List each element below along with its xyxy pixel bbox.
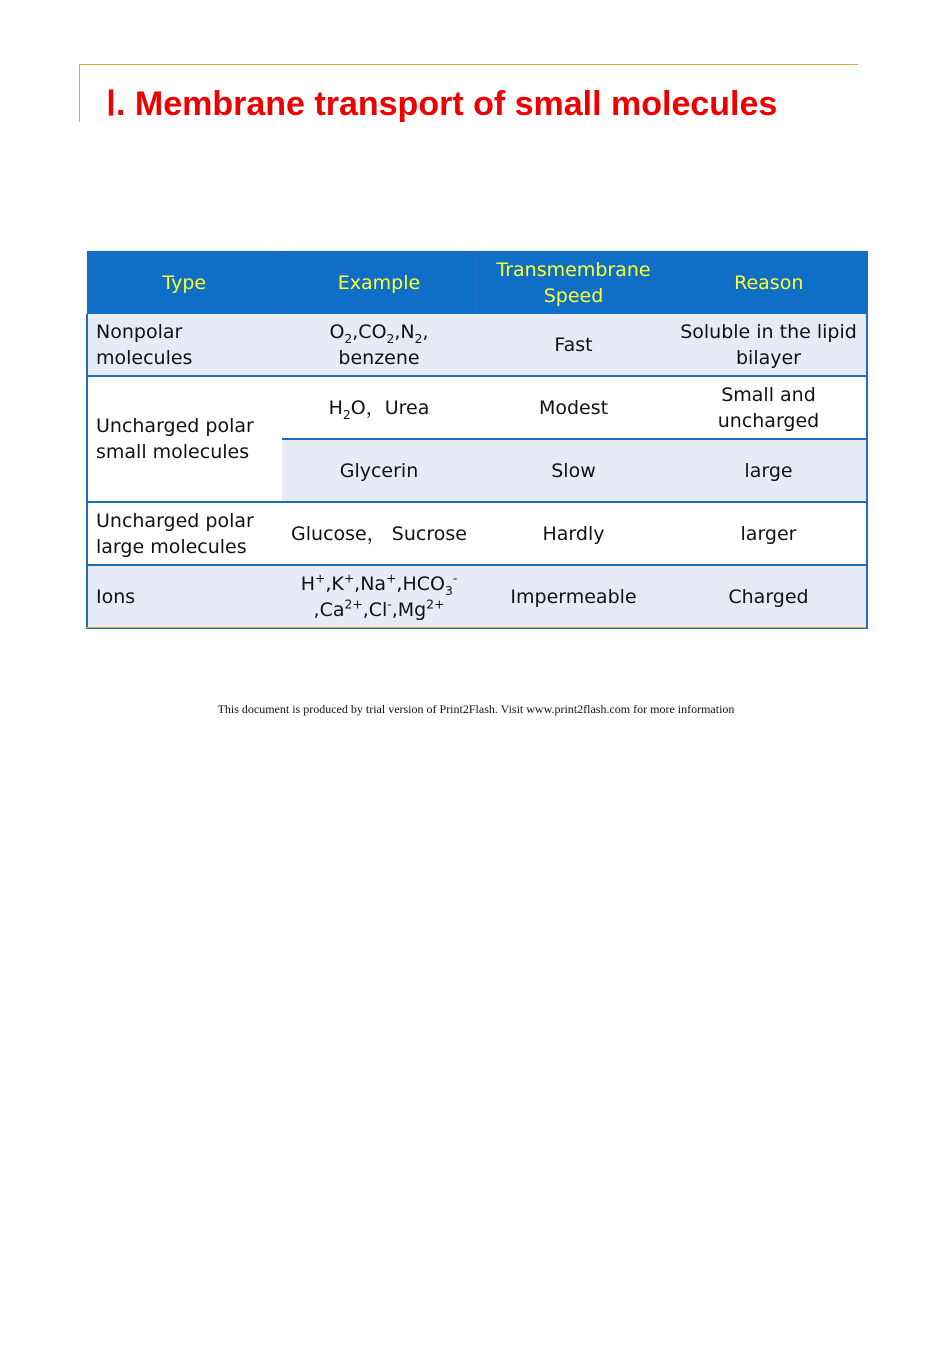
cell-example: Glycerin xyxy=(282,439,476,502)
cell-example: $O_2,CO_2,N_2$, benzene xyxy=(282,314,476,376)
cell-type: Uncharged polar small molecules xyxy=(87,376,282,502)
cell-example: $H^+,K^+,Na^+,HCO_3^-$ $,Ca^{2+},Cl^-,Mg^{2+}$ xyxy=(282,565,476,628)
cell-type: Nonpolar molecules xyxy=(87,314,282,376)
trial-notice: This document is produced by trial version of Print2Flash. Visit www.print2flash.com for more information xyxy=(217,702,735,716)
cell-example: $H_2O$，Urea xyxy=(282,376,476,439)
header-example: Example xyxy=(282,251,476,314)
cell-example: Glucose， Sucrose xyxy=(282,502,476,565)
header-reason: Reason xyxy=(671,251,867,314)
table-row xyxy=(87,376,867,439)
table-header-row xyxy=(87,251,867,314)
cell-reason: Charged xyxy=(671,565,867,628)
cell-speed: Impermeable xyxy=(476,565,671,628)
cell-type: Ions xyxy=(87,565,282,628)
footer-line xyxy=(86,627,866,628)
frame-top-line xyxy=(79,64,858,65)
cell-type: Uncharged polar large molecules xyxy=(87,502,282,565)
table-row xyxy=(87,314,867,376)
table-row xyxy=(87,565,867,628)
cell-reason: Soluble in the lipid bilayer xyxy=(671,314,867,376)
cell-speed: Modest xyxy=(476,376,671,439)
page-title: Ⅰ. Membrane transport of small molecules xyxy=(106,85,778,123)
cell-speed: Slow xyxy=(476,439,671,502)
cell-reason: Small and uncharged xyxy=(671,376,867,439)
header-type: Type xyxy=(87,251,282,314)
cell-speed: Fast xyxy=(476,314,671,376)
transport-table xyxy=(86,251,868,629)
frame-left-line xyxy=(79,64,80,122)
cell-speed: Hardly xyxy=(476,502,671,565)
cell-reason: large xyxy=(671,439,867,502)
cell-reason: larger xyxy=(671,502,867,565)
table-row xyxy=(87,502,867,565)
header-speed: Transmembrane Speed xyxy=(476,251,671,314)
